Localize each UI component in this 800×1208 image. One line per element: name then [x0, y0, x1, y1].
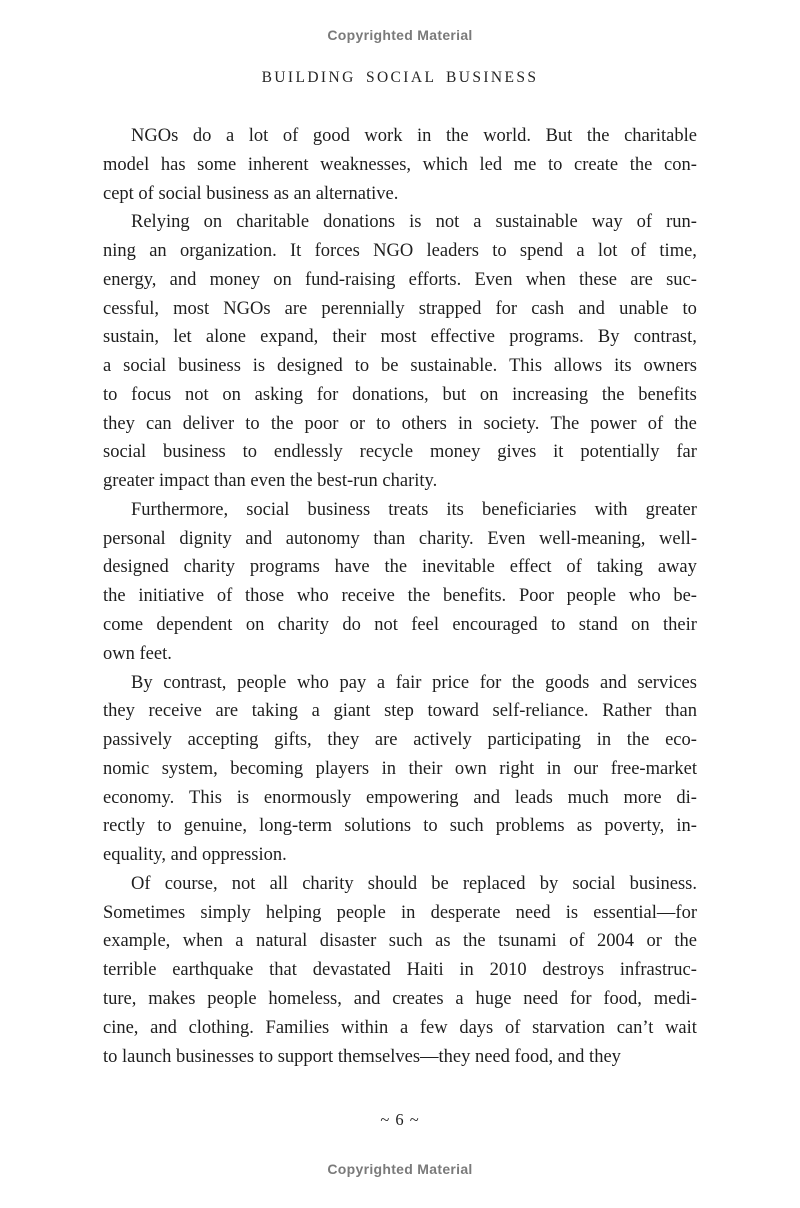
paragraph [103, 870, 697, 1071]
paragraph-line: terrible earthquake that devastated Haiti in 2010 destroys infrastruc- [103, 960, 697, 981]
paragraph-line: ning an organization. It forces NGO leaders to spend a lot of time, [103, 241, 697, 262]
paragraph-line: Furthermore, social business treats its beneficiaries with greater [131, 499, 697, 520]
paragraph-line: example, when a natural disaster such as the tsunami of 2004 or the [103, 931, 697, 952]
paragraph-line: greater impact than even the best-run charity. [103, 471, 438, 492]
paragraph [103, 208, 697, 496]
paragraph-line: cept of social business as an alternative. [103, 183, 399, 204]
page-number: ~ 6 ~ [380, 1110, 420, 1129]
paragraph-line: they receive are taking a giant step toward self-reliance. Rather than [103, 701, 697, 722]
paragraph-line: a social business is designed to be sustainable. This allows its owners [103, 356, 697, 377]
paragraph-line: passively accepting gifts, they are actively participating in the eco- [103, 730, 697, 751]
paragraph-line: the initiative of those who receive the benefits. Poor people who be- [103, 586, 697, 607]
paragraph-line: social business to endlessly recycle money gives it potentially far [103, 442, 697, 463]
paragraph-line: own feet. [103, 643, 172, 664]
paragraph-line: to launch businesses to support themselves—they need food, and they [103, 1046, 621, 1067]
running-head-title: BUILDING SOCIAL BUSINESS [261, 69, 539, 86]
paragraph-line: to focus not on asking for donations, but on increasing the benefits [103, 384, 697, 405]
paragraph-line: come dependent on charity do not feel encouraged to stand on their [103, 615, 697, 636]
page-body [103, 122, 697, 1071]
paragraph-line: NGOs do a lot of good work in the world. But the charitable [131, 126, 697, 146]
paragraph-line: they can deliver to the poor or to others in society. The power of the [103, 413, 697, 434]
paragraph-line: cessful, most NGOs are perennially strapped for cash and unable to [103, 298, 697, 319]
paragraph-line: sustain, let alone expand, their most effective programs. By contrast, [103, 327, 697, 348]
paragraph-line: model has some inherent weaknesses, which led me to create the con- [103, 154, 697, 175]
paragraph-line: By contrast, people who pay a fair price for the goods and services [131, 672, 697, 693]
paragraph-line: Relying on charitable donations is not a sustainable way of run- [131, 212, 697, 233]
paragraph-line: Of course, not all charity should be replaced by social business. [131, 873, 697, 894]
copyright-notice-top: Copyrighted Material [327, 27, 473, 43]
paragraph [103, 669, 697, 870]
paragraph-line: cine, and clothing. Families within a few days of starvation can’t wait [103, 1017, 697, 1038]
paragraph-line: energy, and money on fund-raising efforts. Even when these are suc- [103, 269, 697, 290]
paragraph-line: equality, and oppression. [103, 845, 287, 866]
paragraph-line: nomic system, becoming players in their own right in our free-market [103, 758, 697, 779]
paragraph-line: personal dignity and autonomy than charity. Even well-meaning, well- [103, 528, 697, 549]
paragraph [103, 496, 697, 669]
copyright-notice-bottom: Copyrighted Material [327, 1161, 473, 1177]
paragraph [103, 122, 697, 208]
paragraph-line: rectly to genuine, long-term solutions to such problems as poverty, in- [103, 816, 697, 837]
paragraph-line: designed charity programs have the inevitable effect of taking away [103, 557, 697, 578]
paragraph-line: economy. This is enormously empowering and leads much more di- [103, 787, 697, 808]
paragraph-line: ture, makes people homeless, and creates a huge need for food, medi- [103, 988, 697, 1009]
paragraph-line: Sometimes simply helping people in desperate need is essential—for [103, 902, 697, 923]
